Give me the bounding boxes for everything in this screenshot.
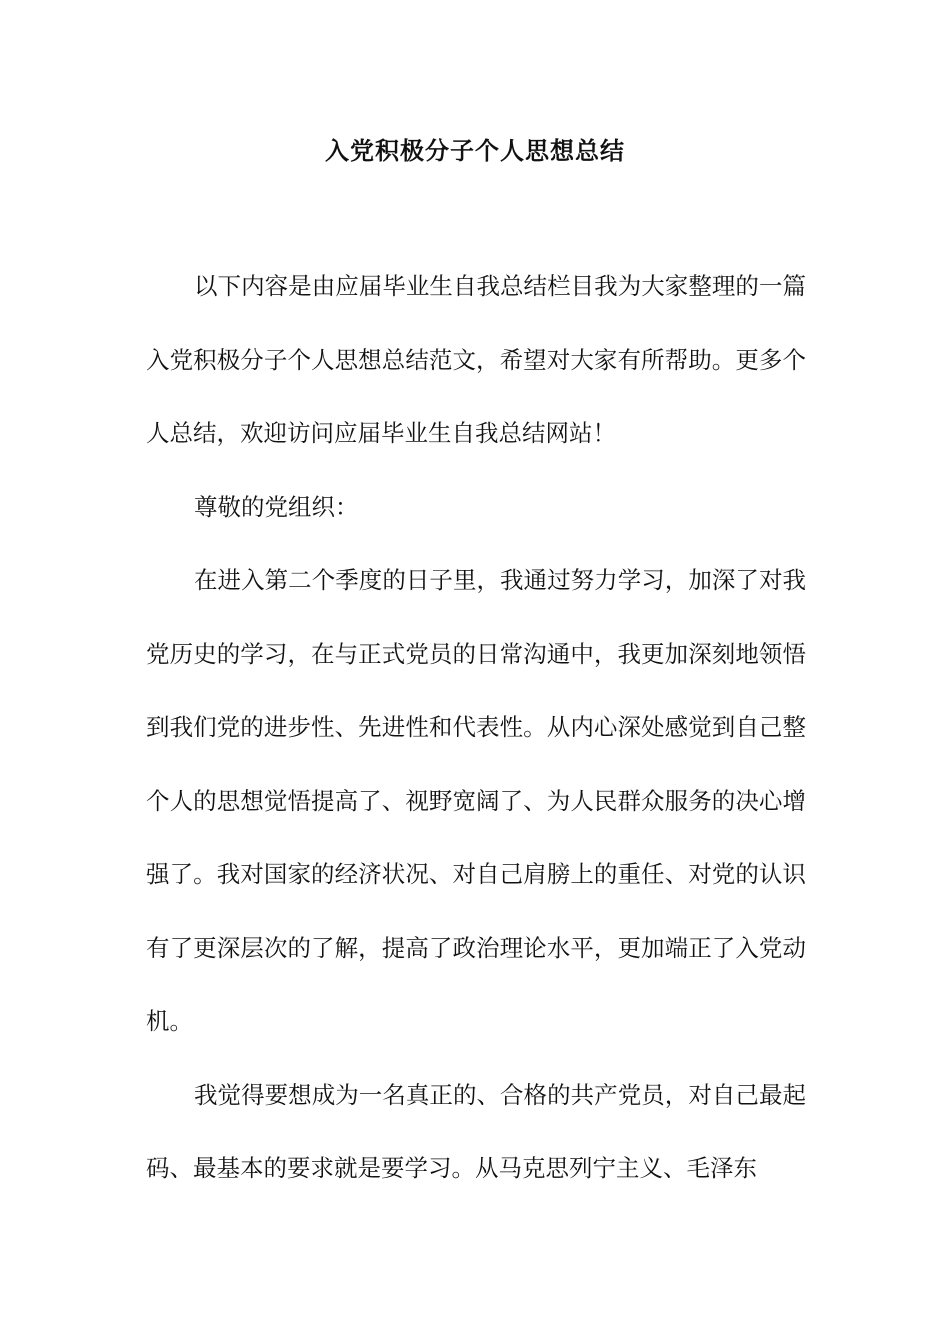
intro-paragraph: 以下内容是由应届毕业生自我总结栏目我为大家整理的一篇入党积极分子个人思想总结范文，希望对大家有所帮助。更多个人总结，欢迎访问应届毕业生自我总结网站！ <box>146 272 806 447</box>
salutation: 尊敬的党组织： <box>194 492 359 521</box>
document-body <box>146 250 806 1206</box>
body-paragraph: 在进入第二个季度的日子里，我通过努力学习，加深了对我党历史的学习，在与正式党员的日常沟通中，我更加深刻地领悟到我们党的进步性、先进性和代表性。从内心深处感觉到自己整个人的思想觉悟提高了、视野宽阔了、为人民群众服务的决心增强了。我对国家的经济状况、对自己肩膀上的重任、对党的认识有了更深层次的了解，提高了政治理论水平，更加端正了入党动机。 <box>146 566 806 1035</box>
document-title: 入党积极分子个人思想总结 <box>325 136 625 165</box>
body-paragraph: 我觉得要想成为一名真正的、合格的共产党员，对自己最起码、最基本的要求就是要学习。从马克思列宁主义、毛泽东 <box>146 1080 806 1182</box>
